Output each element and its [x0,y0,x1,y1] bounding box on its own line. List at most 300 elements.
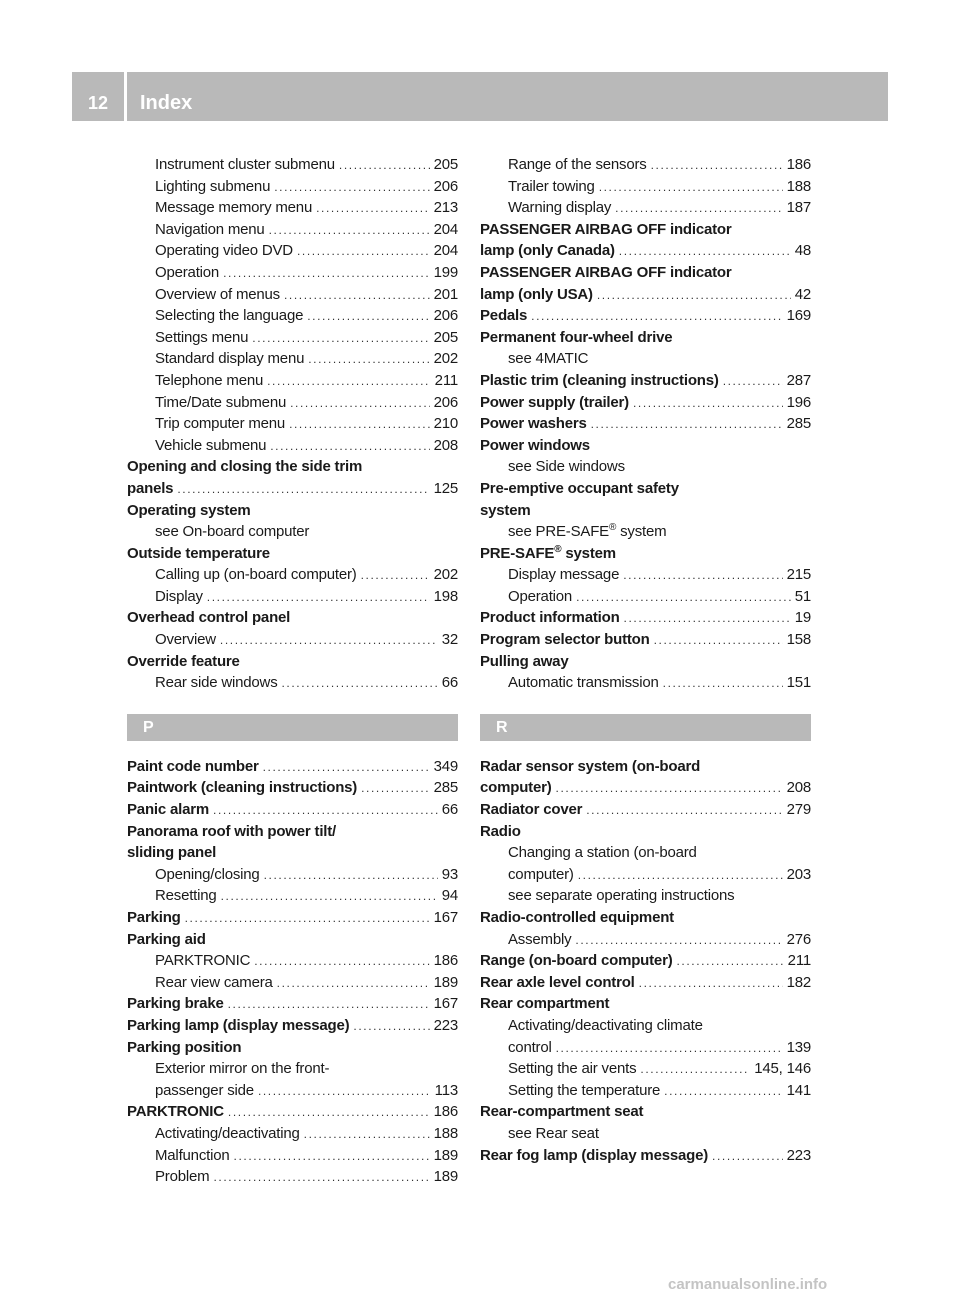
leader-dots [633,393,783,415]
entry-text: Calling up (on-board computer) [155,566,357,584]
page-ref: 188 [433,1124,458,1142]
entry-text: Panorama roof with power tilt/ [127,822,337,840]
index-subentry [127,219,458,241]
entry-text: Assembly [508,930,572,948]
header-divider [124,72,127,121]
entry-text: Operation [508,587,573,605]
entry-text: Settings menu [155,328,249,346]
leader-dots [207,587,430,609]
entry-text: Display [155,587,203,605]
leader-dots [254,951,429,973]
page-ref: 51 [794,587,811,605]
index-subentry [480,564,811,586]
entry-text: Opening and closing the side trim [127,458,363,476]
index-subentry [480,586,811,608]
entry-text: Exterior mirror on the front- [155,1060,330,1078]
entry-text: Malfunction [155,1146,230,1164]
leader-dots [576,587,791,609]
index-entry [480,305,811,327]
entry-text: Parking [127,909,181,926]
index-subentry [127,1080,458,1102]
page-ref: 189 [433,1168,458,1186]
entry-text: Setting the air vents [508,1060,637,1078]
index-subentry [127,284,458,306]
entry-text: Automatic transmission [508,674,659,692]
page-ref: 196 [786,393,811,411]
index-subentry [127,262,458,284]
index-subentry [480,1080,811,1102]
leader-dots [308,349,429,371]
leader-dots [297,241,430,263]
entry-text: sliding panel [127,844,217,862]
entry-text: Pre-emptive occupant safety [480,479,679,497]
entry-text: Pulling away [480,652,569,670]
entry-text: Paint code number [127,757,259,775]
entry-text: PARKTRONIC [155,952,251,970]
page-ref: 208 [786,779,811,797]
entry-text: Trailer towing [508,177,595,195]
index-subentry [127,240,458,262]
leader-dots [556,778,783,800]
entry-text: Radio-controlled equipment [480,909,674,926]
page-ref: 199 [433,263,458,281]
page-ref: 32 [441,631,458,649]
page-title: Index [140,92,193,114]
page-ref: 215 [786,566,811,584]
page-ref: 186 [433,952,458,970]
entry-text: Outside temperature [127,544,270,562]
page-ref: 169 [786,307,811,325]
index-subentry [127,1145,458,1167]
index-subentry [127,885,458,907]
entry-text: Operation [155,263,220,281]
index-entry [480,478,811,500]
leader-dots [263,757,430,779]
index-subentry [127,972,458,994]
index-entry [480,972,811,994]
index-subentry [127,629,458,651]
entry-text: Overview of menus [155,285,280,303]
index-entry [480,543,811,565]
page-ref: 189 [433,1146,458,1164]
leader-dots [624,608,791,630]
index-subentry [480,348,811,370]
index-entry [480,219,811,241]
entry-text: Selecting the language [155,307,304,325]
entry-text: Range of the sensors [508,156,647,173]
page-ref: 93 [441,865,458,883]
leader-dots [270,436,429,458]
leader-dots [289,414,430,436]
index-entry [480,821,811,843]
index-entry [127,456,458,478]
page-ref: 151 [786,674,811,692]
leader-dots [316,198,429,220]
entry-text: Overhead control panel [127,609,291,627]
page-ref: 205 [433,328,458,346]
index-entry [127,993,458,1015]
index-entry [480,799,811,821]
entry-text: Overview [155,631,216,649]
leader-dots [361,778,429,800]
leader-dots [575,930,782,952]
page-ref: 349 [433,757,458,775]
entry-text: system [480,501,531,519]
leader-dots [677,951,784,973]
page-ref: 141 [786,1081,811,1099]
leader-dots [586,800,782,822]
index-subentry [127,413,458,435]
leader-dots [213,800,438,822]
index-subentry [480,1123,811,1145]
leader-dots [267,371,431,393]
page-number: 12 [87,93,109,113]
index-subentry [480,521,811,543]
index-subentry [127,154,458,176]
leader-dots [269,220,430,242]
leader-dots [578,865,783,887]
entry-text: Rear side windows [155,674,278,692]
index-subentry [127,197,458,219]
page-ref: 189 [433,973,458,991]
entry-text: Problem [155,1168,210,1186]
leader-dots [282,673,438,695]
index-entry [127,929,458,951]
entry-text: Radar sensor system (on-board [480,757,701,775]
index-subentry [127,586,458,608]
entry-text: Rear axle level control [480,973,635,991]
index-entry [127,756,458,778]
index-subentry [127,672,458,694]
page-ref: 285 [786,415,811,433]
leader-dots [307,306,429,328]
page-ref: 167 [433,909,458,926]
entry-text: Power windows [480,436,590,454]
index-subentry [480,1015,811,1037]
index-subentry [127,327,458,349]
entry-text: Lighting submenu [155,177,271,195]
leader-dots [252,328,429,350]
entry-text: PASSENGER AIRBAG OFF indicator [480,220,732,238]
entry-text: lamp (only Canada) [480,242,615,260]
entry-text: Display message [508,566,620,584]
page-ref: 145, 146 [754,1060,811,1078]
index-entry [127,478,458,500]
index-entry [480,500,811,522]
page-ref: 187 [786,199,811,217]
entry-text: Program selector button [480,631,650,649]
entry-text: Override feature [127,652,240,670]
entry-text: Parking lamp (display message) [127,1016,350,1034]
index-entry [127,1015,458,1037]
page-header [72,72,888,121]
entry-text: Telephone menu [155,371,264,389]
entry-text: Rear compartment [480,995,610,1013]
page-ref: 203 [786,865,811,883]
watermark: carmanualsonline.info [668,1276,828,1293]
leader-dots [599,177,783,199]
page-ref: 204 [433,220,458,238]
index-entry [480,629,811,651]
entry-text: PARKTRONIC [127,1103,224,1121]
entry-text: Parking brake [127,995,224,1013]
index-entry [480,435,811,457]
page-ref: 208 [433,436,458,454]
entry-text: see 4MATIC [508,350,589,368]
page-ref: 276 [786,930,811,948]
index-entry [480,777,811,799]
page-ref: 42 [794,285,811,303]
entry-text: Paintwork (cleaning instructions) [127,779,358,797]
leader-dots [284,285,430,307]
page-ref: 182 [786,973,811,991]
index-subentry [127,1166,458,1188]
index-subentry [127,521,458,543]
index-entry [127,543,458,565]
leader-dots [664,1081,782,1103]
leader-dots [591,414,783,436]
index-entry [480,651,811,673]
entry-text: Time/Date submenu [155,393,287,411]
leader-dots [220,630,438,652]
page-ref: 19 [794,609,811,627]
page-ref: 186 [786,156,811,173]
entry-text: Navigation menu [155,220,265,238]
entry-text: control [508,1038,552,1056]
leader-dots [213,1167,429,1189]
index-entry [480,262,811,284]
leader-dots [221,886,438,908]
entry-text: see On-board computer [155,523,310,541]
page-ref: 211 [787,952,811,970]
index-subentry [480,842,811,864]
entry-text: Warning display [508,199,612,217]
index-entry [127,1037,458,1059]
entry-text: Radiator cover [480,801,583,819]
entry-text: Message memory menu [155,199,313,217]
leader-dots [304,1124,430,1146]
leader-dots [353,1016,429,1038]
entry-text: PASSENGER AIRBAG OFF indicator [480,263,732,281]
index-entry [480,392,811,414]
index-entry [127,821,458,843]
entry-text: Power supply (trailer) [480,393,629,411]
index-entry [480,993,811,1015]
index-subentry [127,176,458,198]
leader-dots [228,994,430,1016]
page-ref: 210 [433,415,458,433]
page-ref: 66 [441,674,458,692]
leader-dots [556,1038,783,1060]
index-subentry [127,564,458,586]
entry-text: computer) [508,865,574,883]
index-entry [480,756,811,778]
leader-dots [223,263,429,285]
index-subentry [127,1058,458,1080]
leader-dots [531,306,782,328]
entry-text: Rear-compartment seat [480,1103,644,1121]
entry-text: Standard display menu [155,350,305,368]
entry-text: Vehicle submenu [155,436,267,454]
leader-dots [712,1146,783,1168]
page-ref: 202 [433,566,458,584]
entry-text: Permanent four-wheel drive [480,328,673,346]
leader-dots [234,1146,430,1168]
leader-dots [290,393,429,415]
leader-dots [615,198,782,220]
page-ref: 186 [433,1103,458,1121]
entry-text: Trip computer menu [155,415,286,433]
entry-text: Activating/deactivating [155,1124,300,1142]
index-subentry [127,392,458,414]
page-ref: 223 [433,1016,458,1034]
leader-dots [185,908,430,930]
index-entry [480,1145,811,1167]
index-entry [127,607,458,629]
entry-text: see separate operating instructions [508,887,735,905]
entry-text: Parking aid [127,930,206,948]
entry-text: passenger side [155,1081,254,1099]
page-ref: 125 [433,479,458,497]
entry-text: computer) [480,779,552,797]
entry-text: Pedals [480,307,528,325]
page-ref: 198 [433,587,458,605]
entry-text: Radio [480,822,521,840]
page-ref: 287 [786,371,811,389]
index-column-left [127,154,458,1188]
page-ref: 158 [786,631,811,649]
page-ref: 48 [794,242,811,260]
leader-dots [258,1081,431,1103]
entry-text: see PRE-SAFE® system [508,522,667,541]
index-subentry [480,456,811,478]
index-subentry [127,950,458,972]
leader-dots [640,1059,750,1081]
entry-text: see Rear seat [508,1124,599,1142]
index-entry [127,651,458,673]
index-subentry [480,197,811,219]
page-ref: 188 [786,177,811,195]
index-subentry [127,370,458,392]
index-column-right [480,154,811,1166]
page-ref: 285 [433,779,458,797]
entry-text: Operating system [127,501,251,519]
entry-text: Setting the temperature [508,1081,661,1099]
page-ref: 202 [433,350,458,368]
leader-dots [361,565,430,587]
entry-text: Plastic trim (cleaning instructions) [480,371,719,389]
entry-text: Product information [480,609,620,627]
entry-text: Power washers [480,415,587,433]
entry-text: Range (on-board computer) [480,952,673,970]
index-entry [127,842,458,864]
page-ref: 201 [433,285,458,303]
index-subentry [127,348,458,370]
index-entry [480,907,811,929]
leader-dots [597,285,791,307]
index-subentry [480,864,811,886]
entry-text: Parking position [127,1038,242,1056]
leader-dots [639,973,783,995]
page-ref: 113 [434,1081,458,1099]
leader-dots [177,479,429,501]
index-subentry [480,672,811,694]
entry-text: see Side windows [508,458,625,476]
leader-dots [723,371,783,393]
entry-text: Resetting [155,887,217,905]
leader-dots [339,155,430,177]
entry-text: Changing a station (on-board [508,844,697,862]
index-entry [480,607,811,629]
page-ref: 167 [433,995,458,1013]
entry-text: PRE-SAFE® system [480,543,616,562]
index-entry [127,1101,458,1123]
entry-text: Rear fog lamp (display message) [480,1146,709,1164]
index-entry [127,799,458,821]
page-ref: 206 [433,393,458,411]
index-entry [480,370,811,392]
index-subentry [480,929,811,951]
leader-dots [654,630,783,652]
entry-text: Opening/closing [155,865,260,883]
index-entry [127,777,458,799]
page-ref: 211 [434,371,458,389]
index-subentry [480,154,811,176]
entry-text: panels [127,479,174,497]
page-ref: 66 [441,801,458,819]
page-ref: 213 [433,199,458,217]
entry-text: Instrument cluster submenu [155,156,335,173]
index-entry [480,284,811,306]
entry-text: Operating video DVD [155,242,293,260]
leader-dots [619,241,791,263]
index-subentry [127,864,458,886]
entry-text: lamp (only USA) [480,285,593,303]
page-ref: 204 [433,242,458,260]
index-entry [480,1101,811,1123]
index-subentry [127,1123,458,1145]
leader-dots [651,155,783,177]
page-ref: 94 [441,887,458,905]
page-ref: 223 [786,1146,811,1164]
index-entry [480,327,811,349]
leader-dots [623,565,782,587]
entry-text: Panic alarm [127,801,210,819]
index-subentry [480,1037,811,1059]
section-letter: R [480,714,811,741]
page-ref: 205 [433,156,458,173]
leader-dots [274,177,429,199]
index-entry [127,500,458,522]
leader-dots [228,1102,430,1124]
page-ref: 206 [433,307,458,325]
index-entry [480,240,811,262]
leader-dots [663,673,783,695]
entry-text: Rear view camera [155,973,273,991]
page-ref: 139 [786,1038,811,1056]
leader-dots [277,973,430,995]
leader-dots [264,865,438,887]
entry-text: Activating/deactivating climate [508,1016,703,1034]
page-ref: 279 [786,801,811,819]
index-subentry [480,176,811,198]
section-letter: P [127,714,458,741]
index-entry [127,907,458,929]
index-subentry [480,885,811,907]
index-subentry [127,305,458,327]
index-subentry [480,1058,811,1080]
index-entry [480,950,811,972]
